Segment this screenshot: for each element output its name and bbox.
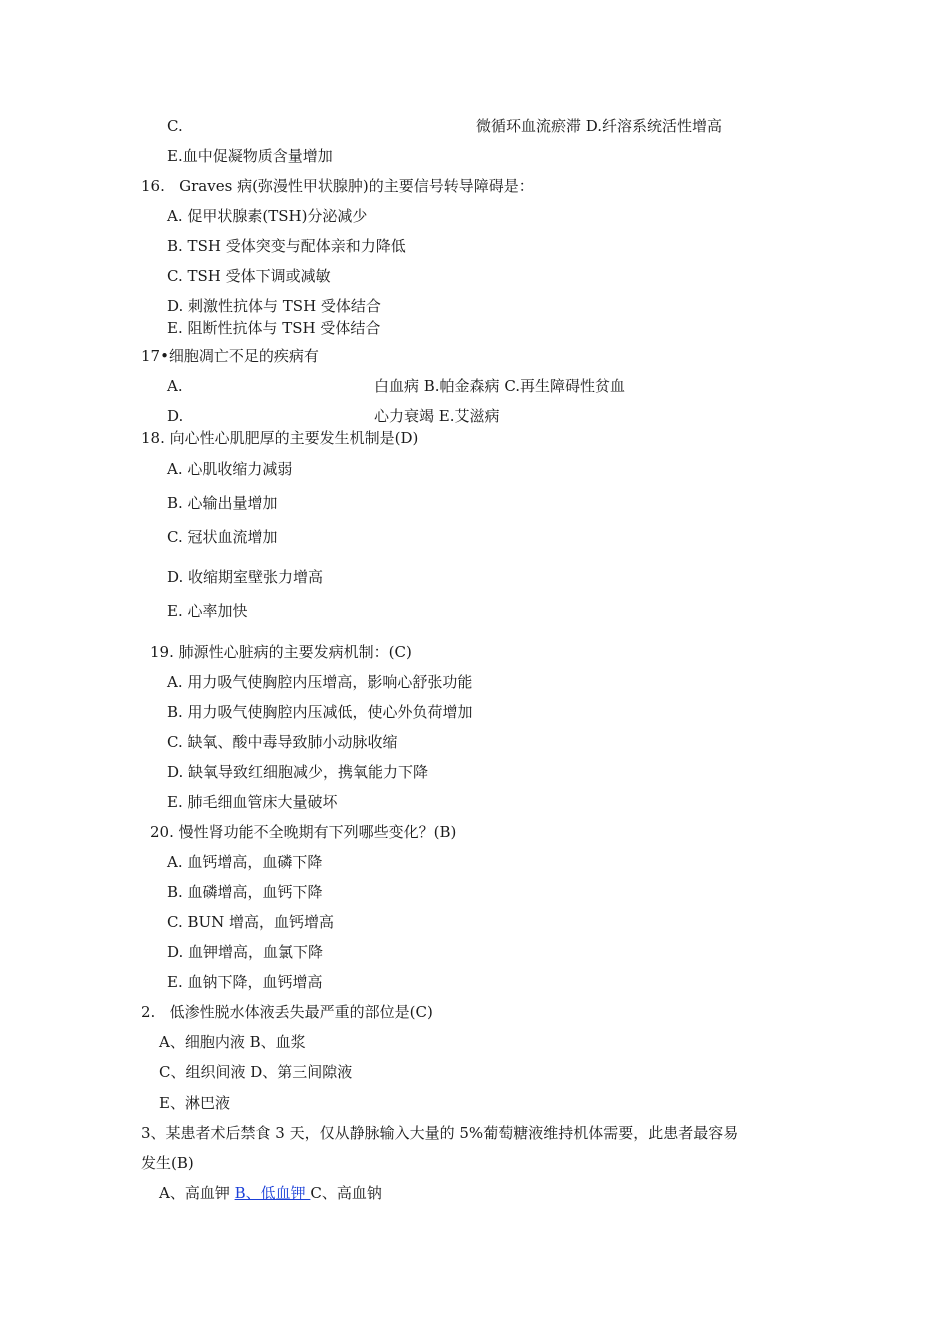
option-line: E. 阻断性抗体与 TSH 受体结合 bbox=[167, 319, 381, 337]
option-text: C、高血钠 bbox=[310, 1184, 382, 1202]
option-line bbox=[167, 116, 183, 136]
option-line: B. TSH 受体突变与配体亲和力降低 bbox=[167, 237, 406, 255]
option-line: E.血中促凝物质含量增加 bbox=[167, 147, 333, 165]
option-text: A、高血钾 bbox=[159, 1184, 235, 1202]
question-20: 20. 慢性肾功能不全晚期有下列哪些变化？(B) bbox=[150, 823, 457, 841]
option-line: D. 血钾增高，血氯下降 bbox=[167, 943, 324, 961]
option-line: D. 缺氧导致红细胞减少，携氧能力下降 bbox=[167, 763, 429, 781]
option-line: E. 血钠下降，血钙增高 bbox=[167, 973, 323, 991]
option-line: D. 收缩期室壁张力增高 bbox=[167, 568, 324, 586]
option-line: B. 用力吸气使胸腔内压减低，使心外负荷增加 bbox=[167, 703, 473, 721]
option-line: C. TSH 受体下调或减敏 bbox=[167, 267, 331, 285]
option-line: A、细胞内液 B、血浆 bbox=[159, 1033, 306, 1051]
question-19: 19. 肺源性心脏病的主要发病机制：(C) bbox=[150, 643, 412, 661]
question-3: 3、某患者术后禁食 3 天，仅从静脉输入大量的 5%葡萄糖液维持机体需要，此患者最容易 bbox=[141, 1124, 739, 1142]
option-line bbox=[159, 1183, 382, 1203]
option-line: C、组织间液 D、第三间隙液 bbox=[159, 1063, 353, 1081]
option-label: D. bbox=[167, 407, 184, 425]
option-line: B. 心输出量增加 bbox=[167, 494, 278, 512]
question-3-continued: 发生(B) bbox=[141, 1154, 194, 1172]
option-line: E、淋巴液 bbox=[159, 1094, 230, 1112]
option-line: A. 血钙增高，血磷下降 bbox=[167, 853, 323, 871]
option-label: A. bbox=[167, 377, 183, 395]
option-text: 心力衰竭 E.艾滋病 bbox=[374, 407, 500, 425]
option-line: A. 心肌收缩力减弱 bbox=[167, 460, 293, 478]
option-text: 白血病 B.帕金森病 C.再生障碍性贫血 bbox=[374, 377, 626, 395]
option-line: C. 冠状血流增加 bbox=[167, 528, 278, 546]
option-line: A. 促甲状腺素(TSH)分泌减少 bbox=[167, 207, 368, 225]
question-18: 18. 向心性心肌肥厚的主要发生机制是(D) bbox=[141, 429, 419, 447]
option-line: A. 用力吸气使胸腔内压增高，影响心舒张功能 bbox=[167, 673, 473, 691]
option-line: D. 刺激性抗体与 TSH 受体结合 bbox=[167, 297, 381, 315]
question-16: 16. Graves 病(弥漫性甲状腺肿)的主要信号转导障碍是： bbox=[141, 177, 534, 195]
option-line: C. BUN 增高，血钙增高 bbox=[167, 913, 335, 931]
option-line: C. 缺氧、酸中毒导致肺小动脉收缩 bbox=[167, 733, 398, 751]
option-line: E. 心率加快 bbox=[167, 602, 248, 620]
option-line: B. 血磷增高，血钙下降 bbox=[167, 883, 323, 901]
option-line: E. 肺毛细血管床大量破坏 bbox=[167, 793, 338, 811]
question-17: 17•细胞凋亡不足的疾病有 bbox=[141, 347, 319, 365]
question-2: 2. 低渗性脱水体液丢失最严重的部位是(C) bbox=[141, 1003, 433, 1021]
option-text: 微循环血流瘀滞 D.纤溶系统活性增高 bbox=[476, 117, 723, 135]
answer-link[interactable]: B、低血钾 bbox=[234, 1184, 311, 1202]
option-label: C. bbox=[167, 117, 183, 135]
